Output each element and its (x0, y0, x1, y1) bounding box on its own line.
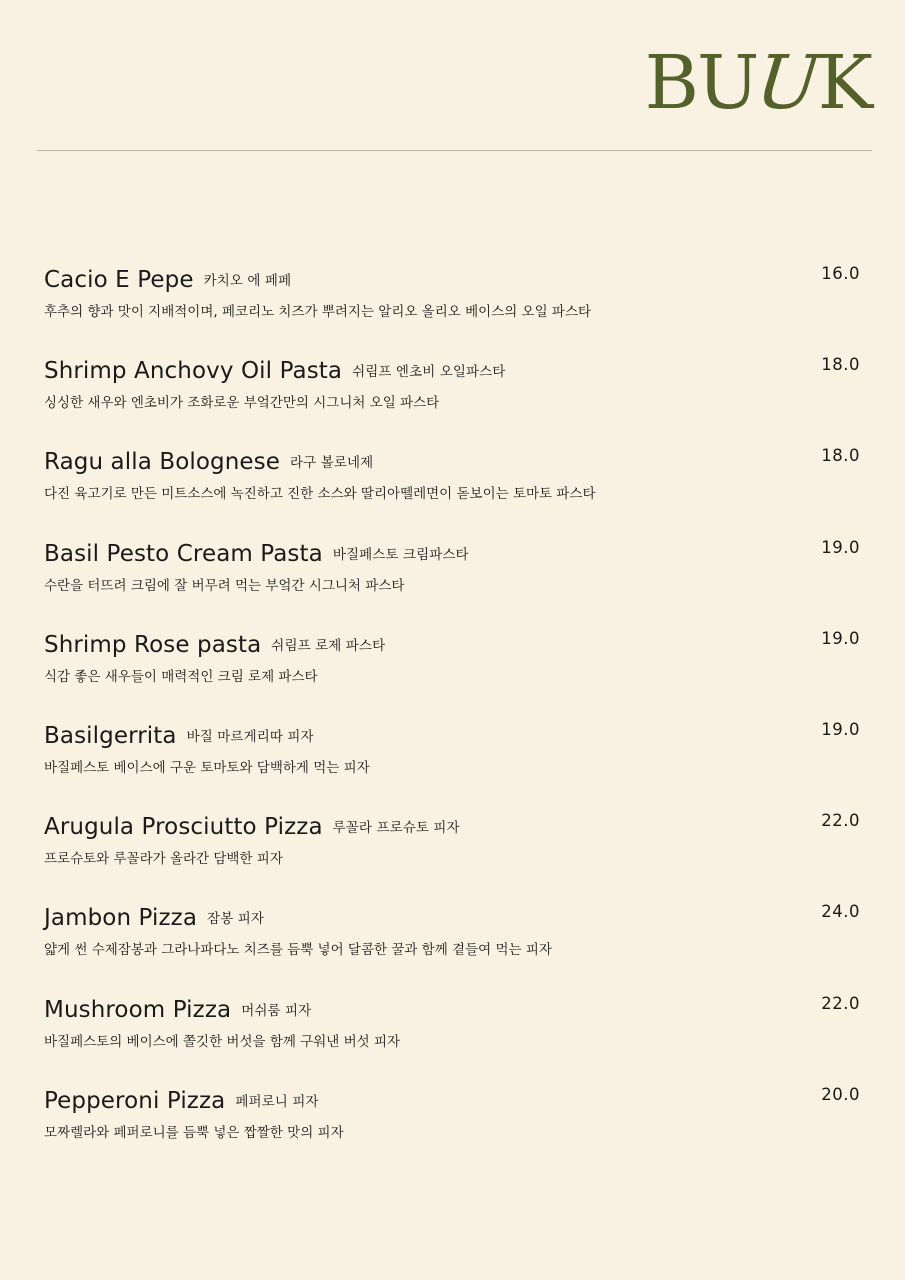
menu-item-korean-name: 바질페스토 크림파스타 (332, 546, 469, 563)
menu-item-korean-name: 쉬림프 엔초비 오일파스타 (352, 364, 506, 381)
menu-item-basilgerrita (44, 718, 862, 809)
menu-item-description: 모짜렐라와 페퍼로니를 듬뿍 넣은 짭짤한 맛의 피자 (44, 1124, 344, 1141)
menu-item-price: 19.0 (821, 628, 860, 648)
menu-item-description: 수란을 터뜨려 크림에 잘 버무려 먹는 부엌간 시그니처 파스타 (44, 577, 405, 594)
menu-item-price: 19.0 (821, 537, 860, 557)
menu-item-name: Basil Pesto Cream Pasta (44, 540, 323, 567)
menu-item-title (44, 992, 862, 1031)
menu-item-price: 16.0 (821, 264, 860, 283)
menu-item-korean-name: 카치오 에 페페 (203, 273, 292, 289)
logo-text-italic: U (752, 40, 823, 126)
menu-item-name: Arugula Prosciutto Pizza (44, 814, 323, 841)
brand-logo (645, 38, 871, 128)
menu-item-title (44, 536, 862, 575)
menu-item-price: 18.0 (821, 446, 860, 466)
menu-item-cacio-e-pepe (44, 262, 862, 353)
menu-item-description: 프로슈토와 루꼴라가 올라간 담백한 피자 (44, 851, 283, 868)
menu-list (44, 262, 862, 1174)
menu-item-title (44, 1083, 862, 1122)
menu-item-title (44, 900, 862, 939)
menu-item-name: Cacio E Pepe (44, 267, 194, 293)
menu-item-description: 바질페스토의 베이스에 쫄깃한 버섯을 함께 구워낸 버섯 피자 (44, 1033, 401, 1050)
menu-item-description: 바질페스토 베이스에 구운 토마토와 담백하게 먹는 피자 (44, 759, 370, 776)
menu-item-korean-name: 루꼴라 프로슈토 피자 (332, 820, 460, 837)
menu-item-name: Basilgerrita (44, 722, 177, 749)
menu-item-price: 19.0 (821, 719, 860, 739)
menu-item-korean-name: 잠봉 피자 (207, 911, 265, 928)
menu-item-jambon-pizza (44, 900, 862, 991)
menu-item-description: 식감 좋은 새우들이 매력적인 크림 로제 파스타 (44, 668, 318, 685)
menu-item-title (44, 353, 862, 392)
menu-item-price: 18.0 (821, 355, 860, 375)
menu-item-korean-name: 쉬림프 로제 파스타 (271, 637, 386, 654)
menu-item-title (44, 444, 862, 483)
header-divider (37, 150, 872, 151)
menu-item-mushroom-pizza (44, 992, 862, 1083)
menu-item-basil-pesto-cream-pasta (44, 536, 862, 627)
menu-item-ragu-alla-bolognese (44, 444, 862, 535)
logo-text-start: BU (644, 40, 758, 126)
menu-item-korean-name: 바질 마르게리따 피자 (186, 728, 314, 745)
menu-item-korean-name: 페퍼로니 피자 (235, 1093, 319, 1110)
menu-item-pepperoni-pizza (44, 1083, 862, 1174)
menu-item-korean-name: 머쉬룸 피자 (241, 1002, 312, 1019)
menu-item-description: 얇게 썬 수제잠봉과 그라나파다노 치즈를 듬뿍 넣어 달콤한 꿀과 함께 곁들여 먹는 피자 (44, 942, 552, 959)
menu-item-description: 후추의 향과 맛이 지배적이며, 페코리노 치즈가 뿌려지는 알리오 올리오 베이스의 오일 파스타 (44, 304, 592, 320)
menu-item-arugula-prosciutto-pizza (44, 809, 862, 900)
menu-item-price: 24.0 (821, 902, 860, 922)
menu-item-price: 22.0 (821, 811, 860, 831)
menu-item-name: Shrimp Anchovy Oil Pasta (44, 358, 343, 385)
menu-item-title (44, 262, 862, 301)
menu-item-name: Jambon Pizza (44, 905, 198, 932)
menu-item-name: Ragu alla Bolognese (44, 449, 281, 476)
menu-item-description: 다진 육고기로 만든 미트소스에 녹진하고 진한 소스와 딸리아뗄레면이 돋보이는 토마토 파스타 (44, 486, 596, 503)
menu-item-price: 20.0 (821, 1084, 860, 1104)
menu-item-shrimp-rose-pasta (44, 627, 862, 718)
menu-item-name: Shrimp Rose pasta (44, 631, 262, 658)
menu-item-description: 싱싱한 새우와 엔초비가 조화로운 부엌간만의 시그니처 오일 파스타 (44, 395, 440, 412)
menu-item-name: Pepperoni Pizza (44, 1087, 226, 1114)
logo-text-end: K (817, 40, 871, 126)
menu-item-price: 22.0 (821, 993, 860, 1013)
menu-item-korean-name: 라구 볼로네제 (290, 455, 374, 472)
menu-item-name: Mushroom Pizza (44, 996, 232, 1023)
menu-item-shrimp-anchovy-oil-pasta (44, 353, 862, 444)
menu-item-title (44, 718, 862, 757)
menu-item-title (44, 809, 862, 848)
menu-item-title (44, 627, 862, 666)
